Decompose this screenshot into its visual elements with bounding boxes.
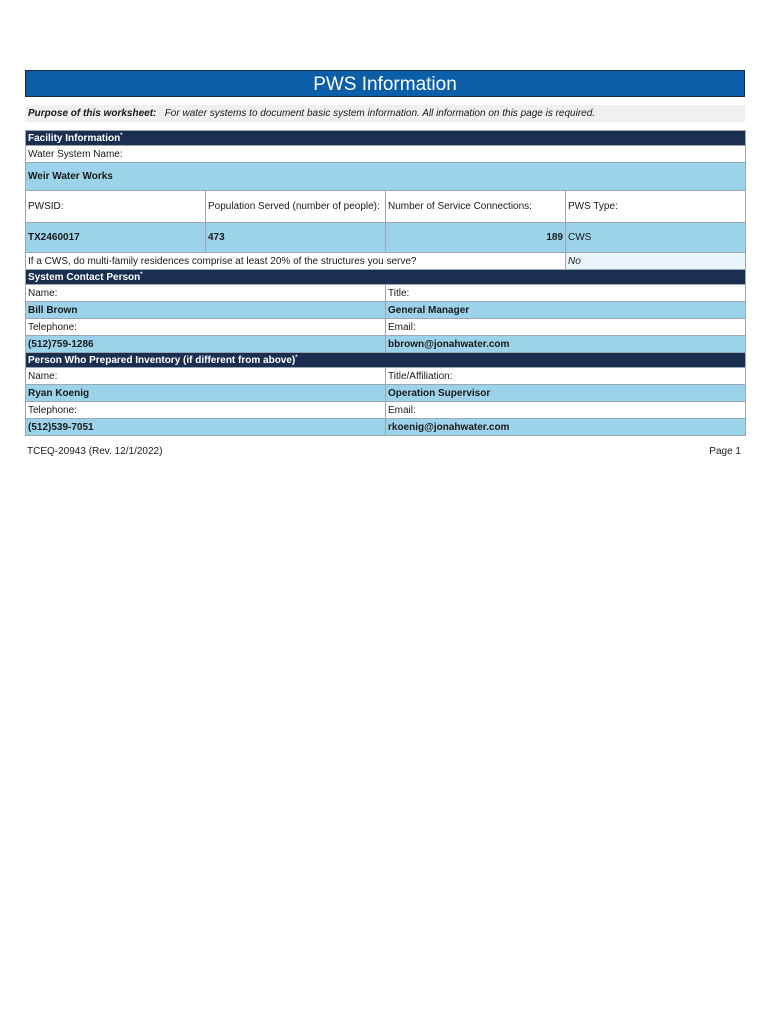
page-title: PWS Information bbox=[25, 70, 745, 97]
preparer-header-row bbox=[26, 353, 746, 368]
contact-title-field[interactable]: General Manager bbox=[386, 302, 746, 319]
facility-header: Facility Information bbox=[28, 132, 121, 144]
preparer-name-field[interactable]: Ryan Koenig bbox=[26, 385, 386, 402]
contact-telephone-label: Telephone: bbox=[26, 319, 386, 336]
purpose-line bbox=[25, 105, 745, 122]
pwsid-field[interactable]: TX2460017 bbox=[26, 223, 206, 253]
table-row bbox=[26, 368, 746, 385]
required-marker: * bbox=[140, 271, 143, 278]
water-system-name-field[interactable]: Weir Water Works bbox=[26, 163, 746, 191]
preparer-telephone-label: Telephone: bbox=[26, 402, 386, 419]
pws-table bbox=[25, 130, 746, 436]
preparer-name-label: Name: bbox=[26, 368, 386, 385]
preparer-title-label: Title/Affiliation: bbox=[386, 368, 746, 385]
facility-header-row bbox=[26, 131, 746, 146]
preparer-title-field[interactable]: Operation Supervisor bbox=[386, 385, 746, 402]
multifamily-answer-field[interactable]: No bbox=[566, 253, 746, 270]
connections-field[interactable]: 189 bbox=[386, 223, 566, 253]
table-row bbox=[26, 385, 746, 402]
table-row bbox=[26, 191, 746, 223]
purpose-label: Purpose of this worksheet: bbox=[28, 108, 157, 119]
contact-email-label: Email: bbox=[386, 319, 746, 336]
required-marker: * bbox=[120, 132, 123, 139]
table-row bbox=[26, 223, 746, 253]
water-system-name-label: Water System Name: bbox=[26, 146, 746, 163]
contact-title-label: Title: bbox=[386, 285, 746, 302]
preparer-header: Person Who Prepared Inventory (if different from above) bbox=[28, 354, 296, 366]
purpose-text: For water systems to document basic system information. All information on this page is required. bbox=[164, 108, 596, 119]
table-row bbox=[26, 146, 746, 163]
contact-name-label: Name: bbox=[26, 285, 386, 302]
contact-header-row bbox=[26, 270, 746, 285]
contact-header: System Contact Person bbox=[28, 271, 141, 283]
table-row bbox=[26, 285, 746, 302]
multifamily-question: If a CWS, do multi-family residences comprise at least 20% of the structures you serve? bbox=[26, 253, 566, 270]
table-row bbox=[26, 163, 746, 191]
worksheet bbox=[25, 70, 745, 436]
table-row bbox=[26, 253, 746, 270]
pwsid-label: PWSID: bbox=[26, 191, 206, 223]
connections-label: Number of Service Connections: bbox=[386, 191, 566, 223]
pws-type-field[interactable]: CWS bbox=[566, 223, 746, 253]
pws-type-label: PWS Type: bbox=[566, 191, 746, 223]
required-marker: * bbox=[295, 354, 298, 361]
form-id: TCEQ-20943 (Rev. 12/1/2022) bbox=[27, 446, 163, 457]
table-row bbox=[26, 319, 746, 336]
contact-email-field[interactable]: bbrown@jonahwater.com bbox=[386, 336, 746, 353]
preparer-email-label: Email: bbox=[386, 402, 746, 419]
table-row bbox=[26, 419, 746, 436]
table-row bbox=[26, 302, 746, 319]
contact-name-field[interactable]: Bill Brown bbox=[26, 302, 386, 319]
population-field[interactable]: 473 bbox=[206, 223, 386, 253]
contact-telephone-field[interactable]: (512)759-1286 bbox=[26, 336, 386, 353]
table-row bbox=[26, 336, 746, 353]
table-row bbox=[26, 402, 746, 419]
page-number: Page 1 bbox=[709, 446, 741, 457]
preparer-email-field[interactable]: rkoenig@jonahwater.com bbox=[386, 419, 746, 436]
preparer-telephone-field[interactable]: (512)539-7051 bbox=[26, 419, 386, 436]
population-label: Population Served (number of people): bbox=[206, 191, 386, 223]
